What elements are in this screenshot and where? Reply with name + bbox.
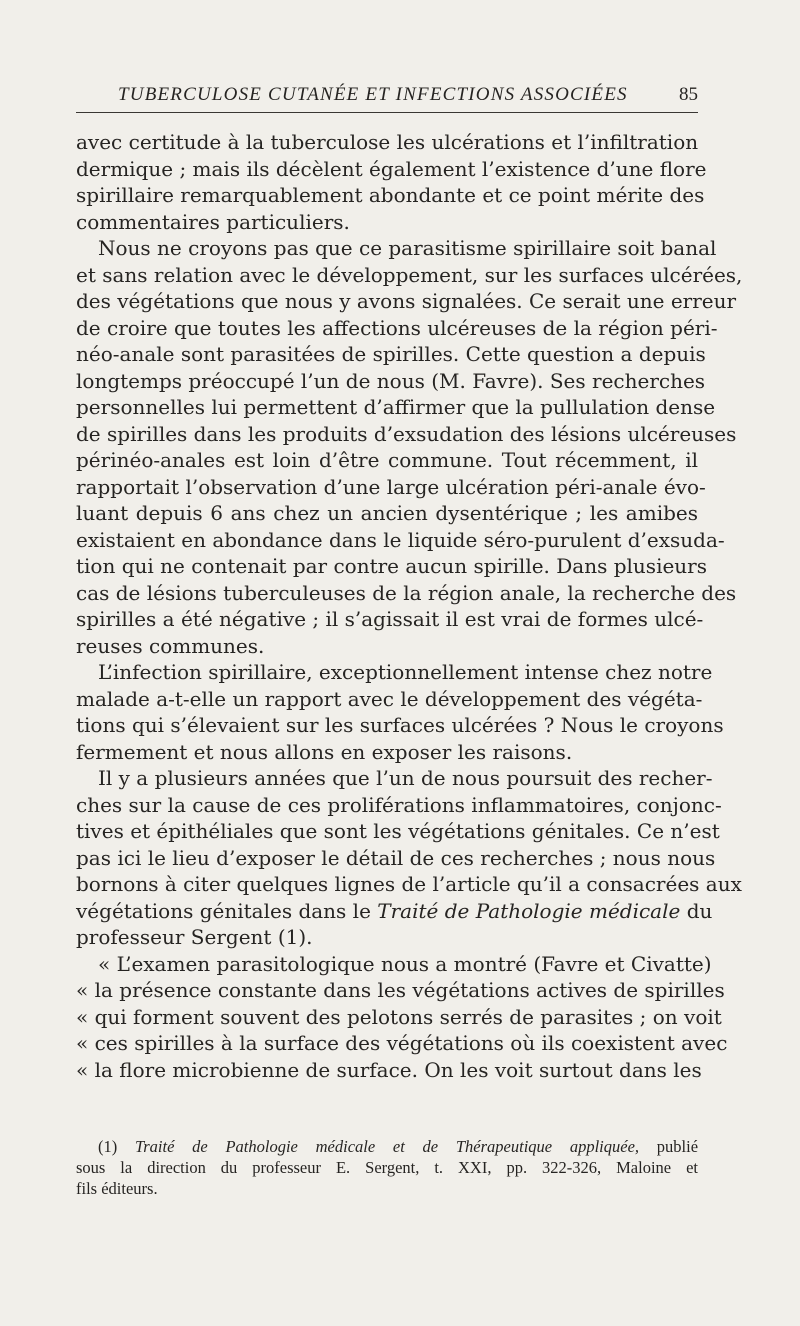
text-line: luant depuis 6 ans chez un ancien dysentérique ; les amibes (76, 501, 698, 525)
text-line: professeur Sergent (1). (76, 925, 313, 949)
text-line: personnelles lui permettent d’affirmer que la pullulation dense (76, 395, 716, 419)
running-title: TUBERCULOSE CUTANÉE ET INFECTIONS ASSOCIÉES (118, 84, 628, 105)
text-line: pas ici le lieu d’exposer le détail de ces recherches ; nous nous (76, 845, 716, 870)
text-line: malade a-t-elle un rapport avec le développement des végéta- (76, 686, 703, 711)
text-line: « la flore microbienne de surface. On les voit surtout dans les (76, 1057, 702, 1082)
footnote-line: fils éditeurs. (76, 1179, 158, 1198)
text-line: Nous ne croyons pas que ce parasitisme spirillaire soit banal (98, 236, 717, 260)
footnote-line (76, 1136, 698, 1157)
footnote-line: sous la direction du professeur E. Sergent, t. XXI, pp. 322-326, Maloine et (76, 1158, 698, 1177)
text-line: « qui forment souvent des pelotons serrés de parasites ; on voit (76, 1004, 722, 1029)
text-line: commentaires particuliers. (76, 209, 350, 234)
text-line: et sans relation avec le développement, sur les surfaces ulcérées, (76, 262, 743, 287)
text-line: « L’examen parasitologique nous a montré (Favre et Civatte) (98, 951, 712, 976)
footnote-mark: (1) (98, 1137, 118, 1156)
text-line: de croire que toutes les affections ulcéreuses de la région péri- (76, 315, 718, 340)
text-line: Il y a plusieurs années que l’un de nous poursuit des recher- (98, 766, 713, 790)
text-line: néo-anale sont parasitées de spirilles. Cette question a depuis (76, 342, 706, 366)
body-text (76, 129, 743, 1083)
text-line: L’infection spirillaire, exceptionnellement intense chez notre (98, 660, 713, 684)
text-line: tion qui ne contenait par contre aucun spirille. Dans plusieurs (76, 554, 708, 578)
text-line: « ces spirilles à la surface des végétations où ils coexistent avec (76, 1031, 728, 1055)
text-line: reuses communes. (76, 633, 265, 658)
text-segment: du (686, 898, 713, 923)
text-segment: végétations génitales dans le (76, 898, 371, 923)
text-line: fermement et nous allons en exposer les raisons. (76, 739, 573, 764)
text-segment: publié (656, 1137, 699, 1156)
footnote (76, 1136, 698, 1199)
footnote-title: Traité de Pathologie médicale et de Thérapeutique appliquée, (135, 1137, 640, 1156)
text-line: des végétations que nous y avons signalées. Ce serait une erreur (76, 289, 737, 313)
text-line: avec certitude à la tuberculose les ulcérations et l’infiltration (76, 130, 699, 154)
text-line: dermique ; mais ils décèlent également l’existence d’une flore (76, 156, 707, 181)
book-title: Traité de Pathologie médicale (377, 898, 681, 923)
text-line: rapportait l’observation d’une large ulcération péri-anale évo- (76, 474, 706, 499)
page-number: 85 (679, 84, 698, 105)
text-line: « la présence constante dans les végétations actives de spirilles (76, 978, 725, 1002)
text-line: spirillaire remarquablement abondante et ce point mérite des (76, 183, 705, 207)
text-line: tions qui s’élevaient sur les surfaces ulcérées ? Nous le croyons (76, 713, 724, 737)
text-line: de spirilles dans les produits d’exsudation des lésions ulcéreuses (76, 421, 737, 446)
text-line: périnéo-anales est loin d’être commune. Tout récemment, il (76, 448, 698, 472)
text-line (76, 898, 713, 925)
text-line: cas de lésions tuberculeuses de la région anale, la recherche des (76, 580, 737, 605)
text-line: longtemps préoccupé l’un de nous (M. Favre). Ses recherches (76, 368, 706, 393)
text-line: ches sur la cause de ces proliférations inflammatoires, conjonc- (76, 792, 722, 817)
text-line: spirilles a été négative ; il s’agissait il est vrai de formes ulcé- (76, 607, 704, 631)
running-head (76, 82, 698, 113)
text-line: bornons à citer quelques lignes de l’article qu’il a consacrées aux (76, 872, 742, 896)
text-line: existaient en abondance dans le liquide séro-purulent d’exsuda- (76, 527, 725, 552)
text-line: tives et épithéliales que sont les végétations génitales. Ce n’est (76, 819, 720, 843)
